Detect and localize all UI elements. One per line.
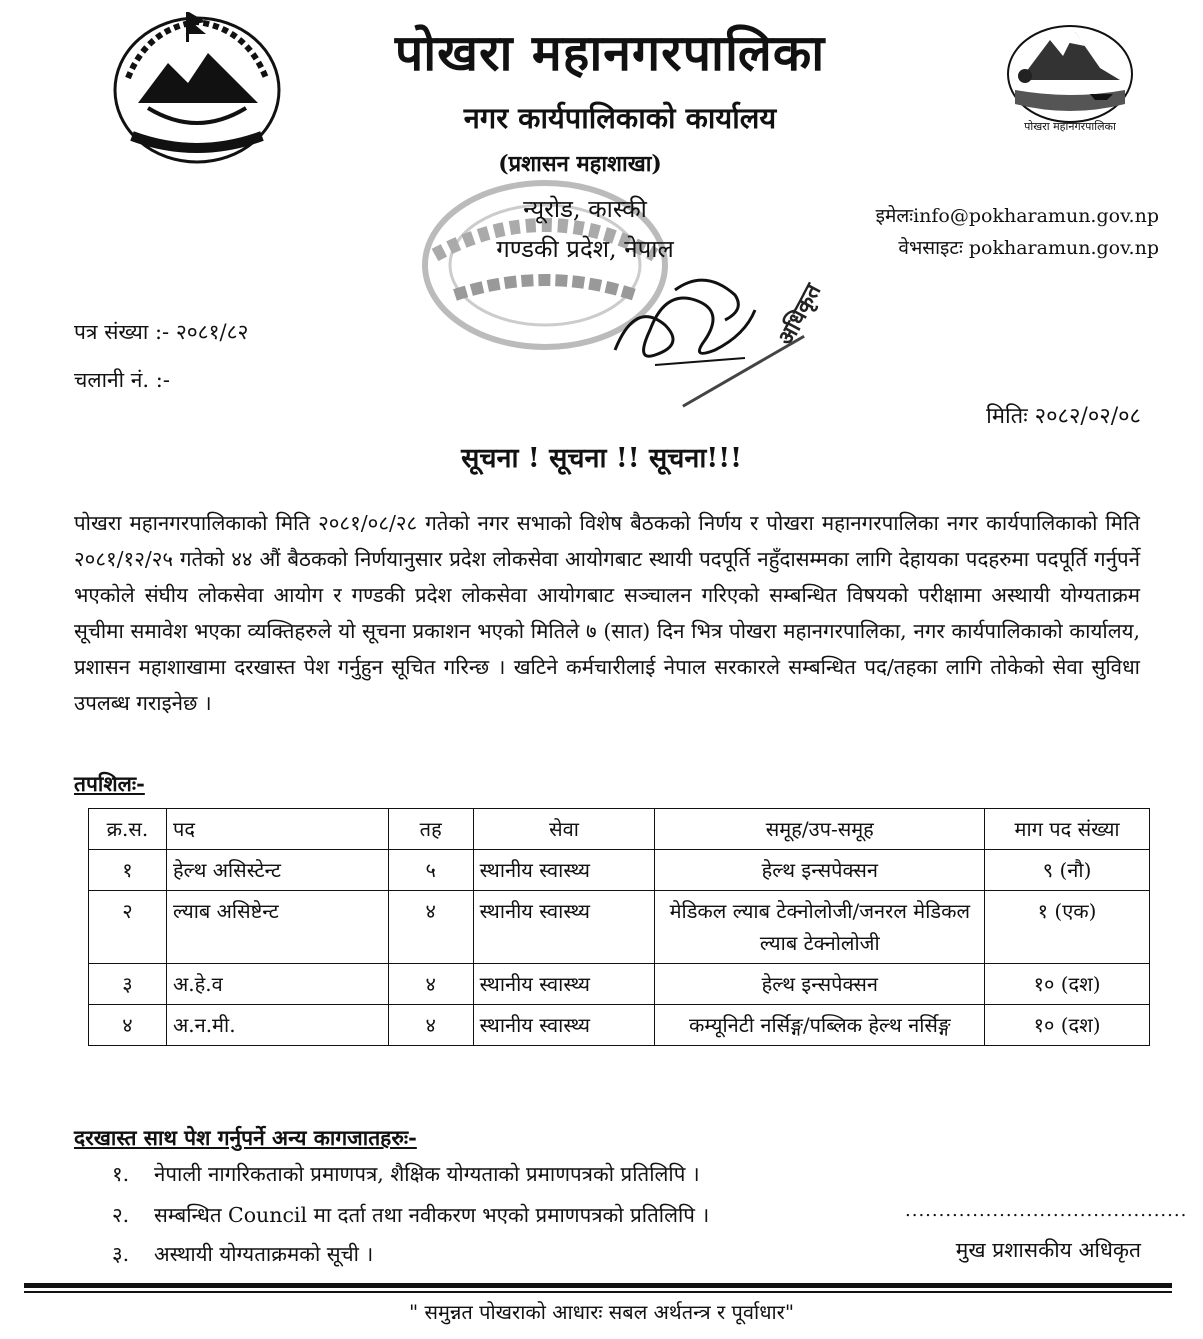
- cell-demand: १० (दश): [985, 964, 1150, 1005]
- details-label: तपशिलः-: [74, 771, 145, 796]
- officer-stamp: [640, 279, 860, 430]
- document-item-text: नेपाली नागरिकताको प्रमाणपत्र, शैक्षिक योग्यताको प्रमाणपत्रको प्रतिलिपि ।: [154, 1162, 700, 1186]
- cell-group: हेल्थ इन्सपेक्सन: [655, 850, 985, 891]
- officer-stamp-text: अधिकृत: [772, 279, 827, 350]
- letter-number: पत्र संख्या :- २०८१/८२: [74, 320, 249, 344]
- cell-post: हेल्थ असिस्टेन्ट: [166, 850, 388, 891]
- email-row: [876, 200, 1159, 232]
- document-item-number: २.: [112, 1203, 130, 1227]
- cell-service: स्थानीय स्वास्थ्य: [473, 1005, 655, 1046]
- cell-level: ४: [388, 1005, 473, 1046]
- signature-line: ..........................................: [905, 1200, 1188, 1221]
- notice-paragraph: पोखरा महानगरपालिकाको मिति २०८१/०८/२८ गतेको नगर सभाको विशेष बैठकको निर्णय र पोखरा महानगरपालिका नगर कार्यपालिकाको मिति २०८१/१२/२५ गतेको ४४ औं बैठकको निर्णयानुसार प्रदेश लोकसेवा आयोगबाट स्थायी पदपूर्ति नहुँदासम्मका लागि देहायका पदहरुमा पदपूर्ति गर्नुपर्ने भएकोले संघीय लोकसेवा आयोग र गण्डकी प्रदेश लोकसेवा आयोगबाट सञ्चालन गरिएको सम्बन्धित विषयको परीक्षामा अस्थायी योग्यताक्रम सूचीमा समावेश भएका व्यक्तिहरुले यो सूचना प्रकाशन भएको मितिले ७ (सात) दिन भित्र पोखरा महानगरपालिका, नगर कार्यपालिकाको कार्यालय, प्रशासन महाशाखामा दरखास्त पेश गर्नुहुन सूचित गरिन्छ । खटिने कर्मचारीलाई नेपाल सरकारले सम्बन्धित पद/तहका लागि तोकेको सेवा सुविधा उपलब्ध गराइनेछ ।: [74, 511, 1140, 715]
- footer-divider-thick: [24, 1283, 1172, 1288]
- col-header-sn: क्र.स.: [89, 809, 167, 850]
- document-item: [112, 1201, 832, 1231]
- cell-sn: २: [89, 891, 167, 964]
- branch-label: (प्रशासन महाशाखा): [498, 151, 662, 177]
- documents-heading: दरखास्त साथ पेश गर्नुपर्ने अन्य कागजातहरुः-: [74, 1125, 417, 1150]
- table-row: [89, 891, 1150, 964]
- nepal-emblem-logo: [108, 8, 286, 168]
- cell-demand: १ (एक): [985, 891, 1150, 964]
- website-row: [876, 232, 1159, 264]
- cell-sn: ४: [89, 1005, 167, 1046]
- dispatch-number: चलानी नं. :-: [74, 368, 170, 392]
- cell-service: स्थानीय स्वास्थ्य: [473, 964, 655, 1005]
- notice-heading: सूचना ! सूचना !! सूचना!!!: [461, 443, 742, 474]
- office-subtitle: नगर कार्यपालिकाको कार्यालय: [463, 101, 777, 135]
- document-item-number: १.: [112, 1162, 130, 1186]
- col-header-demand: माग पद संख्या: [985, 809, 1150, 850]
- cell-demand: १० (दश): [985, 1005, 1150, 1046]
- org-name-title: पोखरा महानगरपालिका: [394, 23, 826, 82]
- pokhara-municipality-logo: [995, 18, 1145, 140]
- logo-caption: पोखरा महानगरपालिका: [1024, 120, 1116, 133]
- table-header-row: [89, 809, 1150, 850]
- notice-date: मितिः २०८२/०२/०८: [986, 404, 1141, 429]
- col-header-service: सेवा: [473, 809, 655, 850]
- cell-level: ५: [388, 850, 473, 891]
- cell-post: ल्याब असिष्टेन्ट: [166, 891, 388, 964]
- table-row: [89, 964, 1150, 1005]
- cell-group: कम्यूनिटी नर्सिङ्ग/पब्लिक हेल्थ नर्सिङ्ग: [655, 1005, 985, 1046]
- cell-post: अ.न.मी.: [166, 1005, 388, 1046]
- address-line-2: गण्डकी प्रदेश, नेपाल: [496, 235, 674, 263]
- document-item: [112, 1160, 832, 1190]
- address-line-1: न्यूरोड, कास्की: [523, 195, 647, 223]
- cell-post: अ.हे.व: [166, 964, 388, 1005]
- document-item-number: ३.: [112, 1242, 130, 1266]
- contact-block: [876, 200, 1159, 264]
- table-row: [89, 850, 1150, 891]
- table-row: [89, 1005, 1150, 1046]
- cell-sn: १: [89, 850, 167, 891]
- col-header-post: पद: [166, 809, 388, 850]
- cell-sn: ३: [89, 964, 167, 1005]
- footer-divider-thin: [24, 1291, 1172, 1293]
- cell-level: ४: [388, 891, 473, 964]
- footer-motto: " समुन्नत पोखराको आधारः सबल अर्थतन्त्र र पूर्वाधार": [408, 1300, 795, 1324]
- document-item: [112, 1240, 832, 1270]
- cell-group: हेल्थ इन्सपेक्सन: [655, 964, 985, 1005]
- cell-service: स्थानीय स्वास्थ्य: [473, 891, 655, 964]
- website-label: वेभसाइटः: [898, 237, 963, 259]
- website-link[interactable]: pokharamun.gov.np: [968, 237, 1159, 259]
- email-link[interactable]: info@pokharamun.gov.np: [913, 205, 1159, 227]
- cell-group: मेडिकल ल्याब टेक्नोलोजी/जनरल मेडिकल ल्याब टेक्नोलोजी: [655, 891, 985, 964]
- email-label: इमेलः: [875, 205, 914, 227]
- signatory-title: मुख प्रशासकीय अधिकृत: [955, 1238, 1141, 1262]
- cell-service: स्थानीय स्वास्थ्य: [473, 850, 655, 891]
- col-header-level: तह: [388, 809, 473, 850]
- col-header-group: समूह/उप-समूह: [655, 809, 985, 850]
- cell-level: ४: [388, 964, 473, 1005]
- vacancy-table: [88, 808, 1150, 1046]
- cell-demand: ९ (नौ): [985, 850, 1150, 891]
- document-item-text: अस्थायी योग्यताक्रमको सूची ।: [154, 1242, 374, 1266]
- document-item-text: सम्बन्धित Council मा दर्ता तथा नवीकरण भएको प्रमाणपत्रको प्रतिलिपि ।: [154, 1203, 710, 1227]
